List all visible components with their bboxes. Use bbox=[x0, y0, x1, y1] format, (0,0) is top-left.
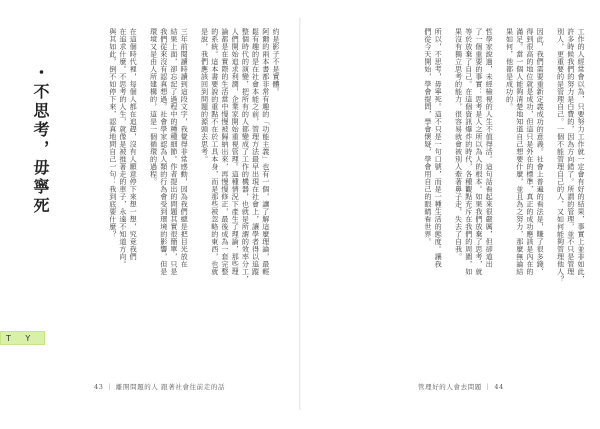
right-page bbox=[301, 0, 600, 429]
left-page-body-text: 約是影子不是實體。 阿爾的兩本書都非常有趣的「功能主義」也有一個，讓了解這麼理論，最輕 鬆有趣的是在社會本能之前，管理方法最早出現在社會上，讓學者得以追蹤 整個時代的演變，把所有的人都變成了工作的機器，也就是所謂的效率分工， 人們開始追求利潤，企業家開始重視管理。這種情況下產生了理論，那些理 論都是在實際的生活當中慢慢被歸納出來，再慢慢修正，最後成為一套完整 的系統。這本書要說的重點不在於工具本身，而是那些被忽略的東西，也就 是說，我們應該回到問題的源頭去思考。 三年前閱讀時讀到這段文字，我覺得非常感動，因為我們總是把目光放在 結果上面，卻忘記了過程中的種種細節。作者提出的問題其實很簡單，只是 我們從來沒有認真想過。社會學家認為人類的行為會受到環境的影響，但是 環境又是由人所建構的，這是一個循環的過程。 在這個時代裡，每個人都在追趕，沒有人願意停下來想一想，究竟我們 在追求什麼。不思考的人生，就像是被推著走的車子，永遠不知道方向。 與其如此，倒不如停下來，認真地問自己一句：我到底要什麼？ bbox=[108, 28, 281, 283]
right-page-body-text: 工作的人經常會以為，只要努力工作就一定會有好的結果，事實上並非如此， 許多時候我們的努力是白費的，因為方向錯了。所謂的管理，並不只是管理 別人，更重要的是管理自己。一個不能管理自己的人，又如何能夠管理他人？ 因此，我們需要重新定義成功的意義。社會上普遍的看法是，賺了很多錢、 得到很高的地位就是成功，但這只是外在的標準，真正的成功應該是內在的 滿足。當一個人能夠清楚地知道自己想要什麼，並且為之努力，那麼無論結 果如何，他都是成功的。 哲學家說過，未經檢視的人生不值得活。這句話看起來很嚴厲，但卻道出 了一個重要的事實：思考是人之所以為人的根本。如果我們放棄了思考，就 等於放棄了自己。在這個資訊爆炸的時代，各種觀點充斥在我們的周圍，如 果沒有獨立思考的能力，很容易就會被別人牽著鼻子走，失去了自我。 所以，不思考，毋寧死。這不只是一句口號，而是一種生活的態度。讓我 們從今天開始，學會提問，學會懷疑，學會用自己的眼睛看世界。 bbox=[423, 28, 586, 283]
right-page-footer: 管理好的人會去問題 ｜ 44 bbox=[418, 383, 504, 391]
highlight-marker: T Y bbox=[0, 331, 45, 345]
section-heading: ・不思考，毋寧死 bbox=[31, 64, 50, 216]
left-page-footer: 43 ｜ 離開問題的人 跟著社會往前走的話 bbox=[94, 383, 226, 391]
left-page bbox=[0, 0, 299, 429]
